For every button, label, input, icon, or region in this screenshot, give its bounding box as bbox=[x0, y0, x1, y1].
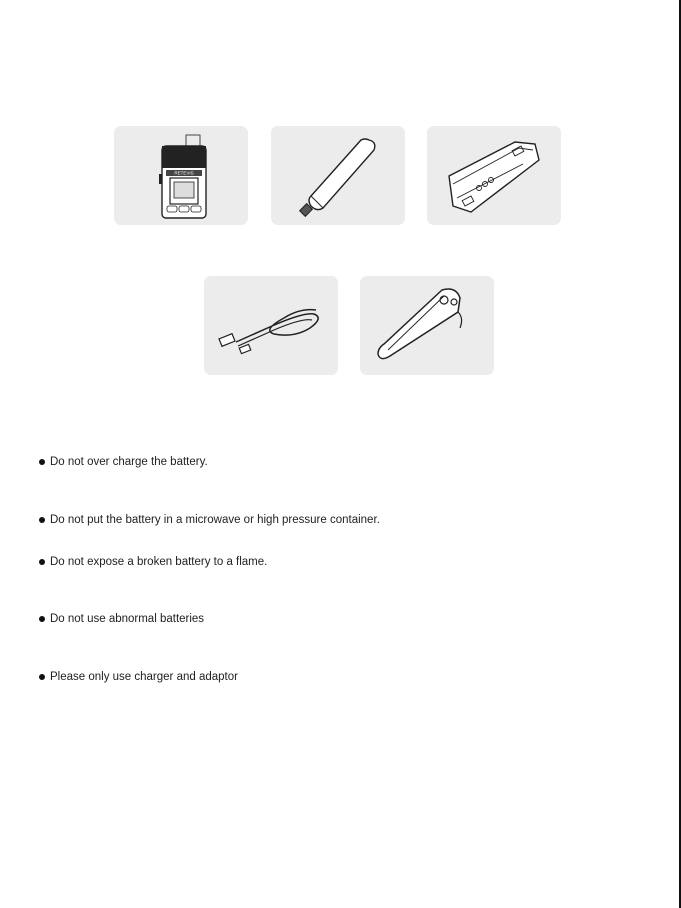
bullet-icon bbox=[39, 459, 45, 465]
bullet-icon bbox=[39, 559, 45, 565]
warning-item bbox=[39, 670, 238, 684]
walkie-talkie-icon bbox=[114, 126, 248, 225]
warning-text: Do not expose a broken battery to a flame. bbox=[50, 556, 268, 568]
accessory-battery-tile bbox=[427, 126, 561, 225]
warning-text: Please only use charger and adaptor bbox=[50, 671, 238, 683]
radio-brand-label: RETEVIS bbox=[174, 170, 194, 176]
bullet-icon bbox=[39, 616, 45, 622]
accessory-antenna-tile bbox=[271, 126, 405, 225]
battery-pack-icon bbox=[427, 126, 561, 225]
warning-text: Do not use abnormal batteries bbox=[50, 613, 205, 625]
accessory-belt-clip-tile bbox=[360, 276, 494, 375]
accessory-usb-cable-tile bbox=[204, 276, 338, 375]
accessory-radio-tile bbox=[114, 126, 248, 225]
bullet-icon bbox=[39, 674, 45, 680]
bullet-icon bbox=[39, 517, 45, 523]
antenna-icon bbox=[271, 126, 405, 225]
warning-item bbox=[39, 513, 380, 527]
warning-text: Do not over charge the battery. bbox=[50, 456, 208, 468]
warning-item bbox=[39, 612, 204, 626]
warning-text: Do not put the battery in a microwave or high pressure container. bbox=[50, 514, 380, 526]
warning-item bbox=[39, 455, 208, 469]
usb-cable-icon bbox=[204, 276, 338, 375]
warning-item bbox=[39, 555, 267, 569]
belt-clip-icon bbox=[360, 276, 494, 375]
